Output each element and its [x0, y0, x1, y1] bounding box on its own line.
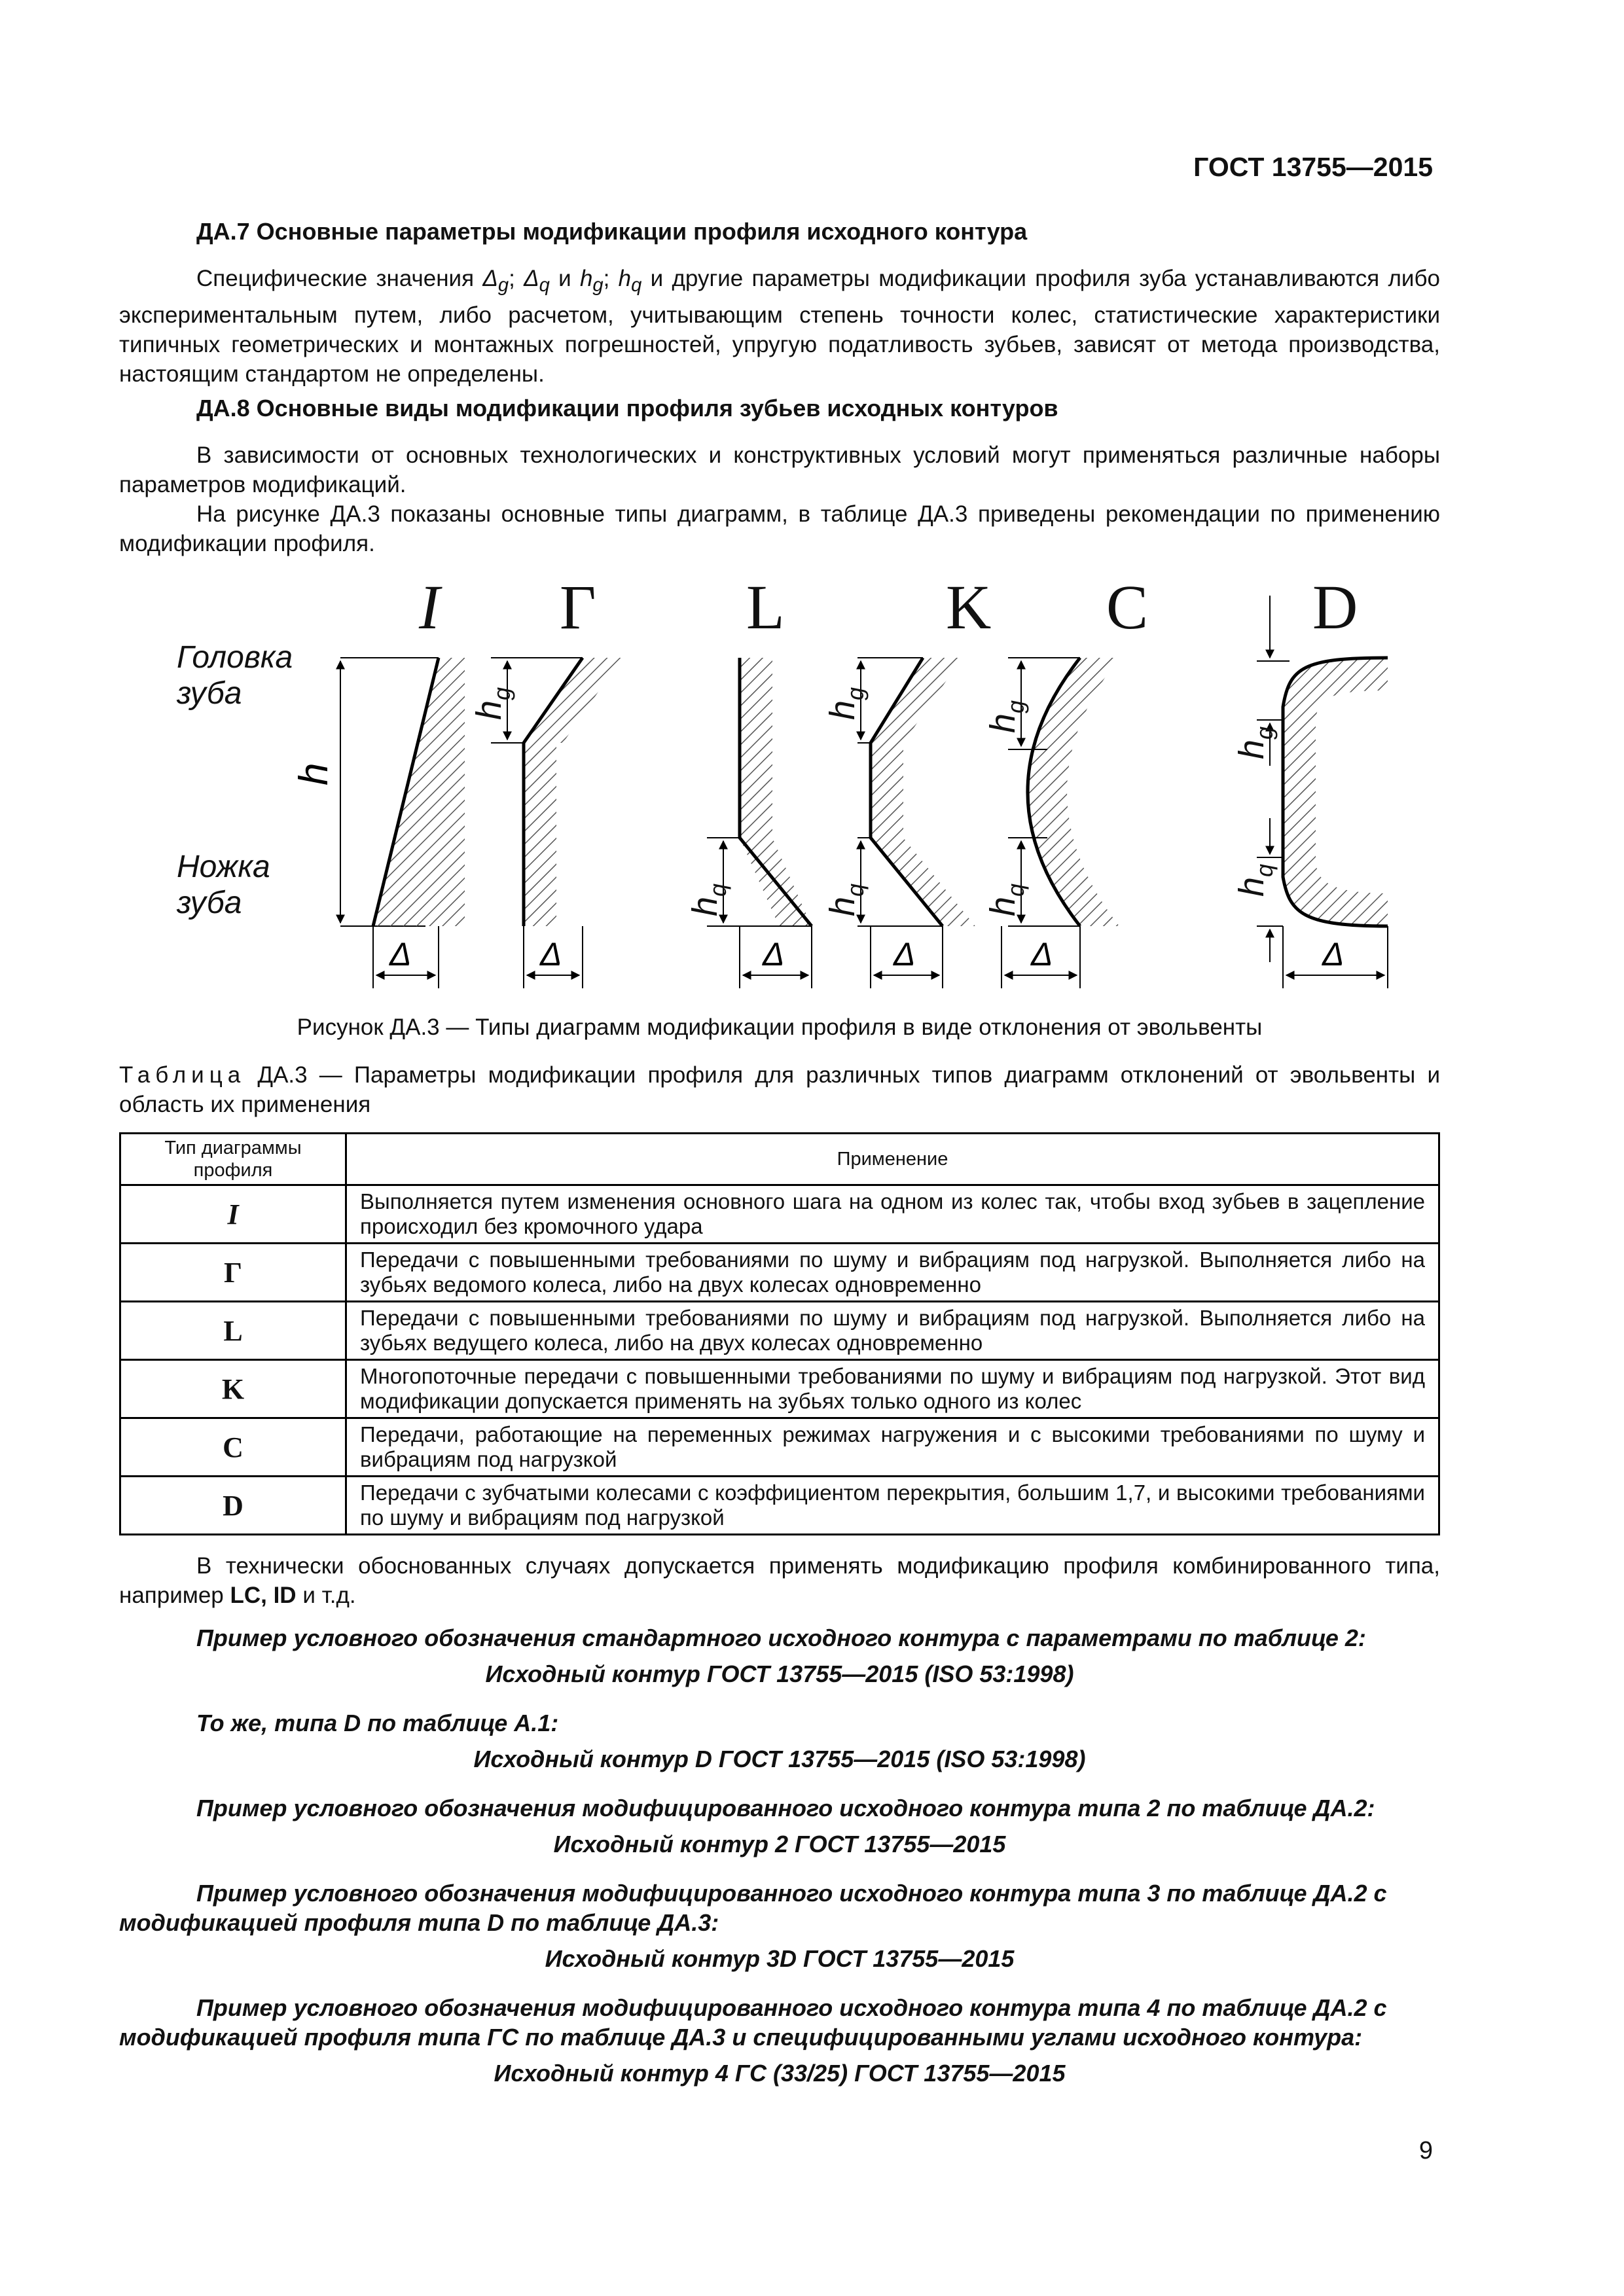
diagram-d: [1257, 596, 1388, 988]
svg-text:g: g: [842, 687, 869, 700]
section-da8-paragraph-1: В зависимости от основных технологических и конструктивных условий могут применяться различные наборы параметров модификаций.: [119, 442, 1440, 497]
profile-diagrams-svg: [151, 569, 1427, 1008]
svg-text:g: g: [488, 687, 515, 700]
svg-text:h: h: [1232, 876, 1271, 897]
modification-table: [119, 1132, 1440, 1535]
row-type: Г: [120, 1244, 346, 1302]
row-description: Многопоточные передачи с повышенными требованиями по шуму и вибрациям под нагрузкой. Этот вид модификации допускается применять на зубьях только одного из колес: [346, 1360, 1439, 1418]
svg-text:Δ: Δ: [763, 936, 785, 973]
svg-text:h: h: [983, 896, 1022, 916]
example-1-text: Пример условного обозначения стандартного исходного контура с параметрами по таблице 2:: [196, 1624, 1366, 1651]
diagram-i: [291, 658, 465, 988]
section-da8-paragraph-2: На рисунке ДА.3 показаны основные типы диаграмм, в таблице ДА.3 приведены рекомендации по применению модификации профиля.: [119, 501, 1440, 556]
example-1-designation: Исходный контур ГОСТ 13755—2015 (ISO 53:1998): [485, 1660, 1074, 1687]
label-foot-2: зуба: [177, 886, 242, 920]
standard-code-header: ГОСТ 13755—2015: [1193, 152, 1433, 182]
svg-text:q: q: [842, 883, 869, 897]
table-row: [120, 1185, 1439, 1244]
svg-text:h: h: [1232, 739, 1271, 759]
row-description: Передачи с зубчатыми колесами с коэффициентом перекрытия, большим 1,7, и высокими требованиями по шуму и вибрациям под нагрузкой: [346, 1477, 1439, 1535]
example-3-text: Пример условного обозначения модифицированного исходного контура типа 2 по таблице ДА.2:: [196, 1795, 1375, 1821]
row-type: K: [120, 1360, 346, 1418]
svg-text:g: g: [1002, 700, 1029, 713]
table-row: [120, 1360, 1439, 1418]
label-head-2: зуба: [177, 676, 242, 711]
svg-text:Δ: Δ: [1031, 936, 1053, 973]
example-3-designation: Исходный контур 2 ГОСТ 13755—2015: [553, 1831, 1006, 1857]
row-type: D: [120, 1477, 346, 1535]
svg-text:Δ: Δ: [540, 936, 562, 973]
diagram-l: [707, 658, 812, 988]
column-header-type: Тип диаграммы профиля: [120, 1134, 346, 1185]
svg-text:Δ: Δ: [893, 936, 916, 973]
section-da8-title: ДА.8 Основные виды модификации профиля зубьев исходных контуров: [196, 395, 1058, 422]
example-4-text: Пример условного обозначения модифицированного исходного контура типа 3 по таблице ДА.2 с модификацией профиля типа D по таблице ДА.3:: [119, 1880, 1387, 1936]
column-header-application: Применение: [346, 1134, 1439, 1185]
svg-text:g: g: [1251, 726, 1278, 740]
row-description: Передачи, работающие на переменных режимах нагружения и с высокими требованиями по шуму и вибрациям под нагрузкой: [346, 1418, 1439, 1477]
diagram-letter-g: Г: [560, 572, 596, 642]
svg-text:h: h: [823, 896, 862, 916]
figure-da3: [151, 569, 1427, 1008]
diagram-g: [491, 658, 622, 988]
example-5-text: Пример условного обозначения модифицированного исходного контура типа 4 по таблице ДА.2 с модификацией профиля типа ГС по таблице ДА.3 и специфицированными углами исходного контура:: [119, 1994, 1387, 2051]
svg-text:h: h: [983, 713, 1022, 733]
table-row: [120, 1477, 1439, 1535]
svg-text:h: h: [685, 896, 725, 916]
svg-text:Δ: Δ: [389, 936, 412, 973]
section-da7-paragraph: Специфические значения $\Delta_g$; $\Delta_q$ и $h_g$; $h_q$ и другие параметры модификации профиля зуба устанавливаются либо экспериментальным путем, либо расчетом, учитывающим степень точности колес, статистические характеристики типичных геометрических и монтажных погрешностей, упругую податливость зубьев, зависят от метода производства, настоящим стандартом не определены.: [119, 266, 1440, 387]
section-da7-title: ДА.7 Основные параметры модификации профиля исходного контура: [196, 218, 1028, 245]
table-caption: Таблица ДА.3 — Параметры модификации профиля для различных типов диаграмм отклонений от эвольвенты и область их применения: [119, 1062, 1440, 1117]
svg-text:q: q: [1002, 883, 1029, 897]
row-type: C: [120, 1418, 346, 1477]
row-type: L: [120, 1302, 346, 1360]
diagram-letter-c: C: [1106, 572, 1149, 642]
figure-caption: Рисунок ДА.3 — Типы диаграмм модификации профиля в виде отклонения от эвольвенты: [297, 1014, 1263, 1040]
label-foot-1: Ножка: [177, 850, 270, 884]
combined-type-paragraph: В технически обоснованных случаях допускается применять модификацию профиля комбинированного типа, например LC, ID и т.д.: [119, 1553, 1440, 1608]
row-description: Выполняется путем изменения основного шага на одном из колес так, чтобы вход зубьев в зацепление происходил без кромочного удара: [346, 1185, 1439, 1244]
example-5-designation: Исходный контур 4 ГС (33/25) ГОСТ 13755—2015: [494, 2060, 1066, 2087]
table-row: [120, 1418, 1439, 1477]
table-row: [120, 1244, 1439, 1302]
row-description: Передачи с повышенными требованиями по шуму и вибрациям под нагрузкой. Выполняется либо на зубьях ведущего колеса, либо на двух колесах одновременно: [346, 1302, 1439, 1360]
svg-text:h: h: [823, 700, 862, 720]
diagram-k: [857, 658, 975, 988]
svg-text:q: q: [704, 883, 731, 897]
diagram-letter-d: D: [1312, 572, 1358, 642]
page-number: 9: [1418, 2137, 1433, 2164]
row-description: Передачи с повышенными требованиями по шуму и вибрациям под нагрузкой. Выполняется либо на зубьях ведомого колеса, либо на двух колесах одновременно: [346, 1244, 1439, 1302]
table-row: [120, 1302, 1439, 1360]
svg-text:Δ: Δ: [1322, 936, 1344, 973]
row-type: I: [120, 1185, 346, 1244]
svg-text:h: h: [291, 762, 336, 785]
example-2-designation: Исходный контур D ГОСТ 13755—2015 (ISO 53:1998): [473, 1746, 1086, 1772]
label-head-1: Головка: [177, 640, 293, 675]
svg-text:h: h: [469, 700, 509, 720]
diagram-letter-k: K: [946, 572, 992, 642]
diagram-letter-l: L: [746, 572, 785, 642]
example-2-text: То же, типа D по таблице А.1:: [196, 1710, 559, 1736]
svg-text:q: q: [1251, 863, 1278, 877]
table-header-row: [120, 1134, 1439, 1185]
diagram-letter-i: I: [419, 572, 440, 642]
example-4-designation: Исходный контур 3D ГОСТ 13755—2015: [545, 1945, 1015, 1972]
